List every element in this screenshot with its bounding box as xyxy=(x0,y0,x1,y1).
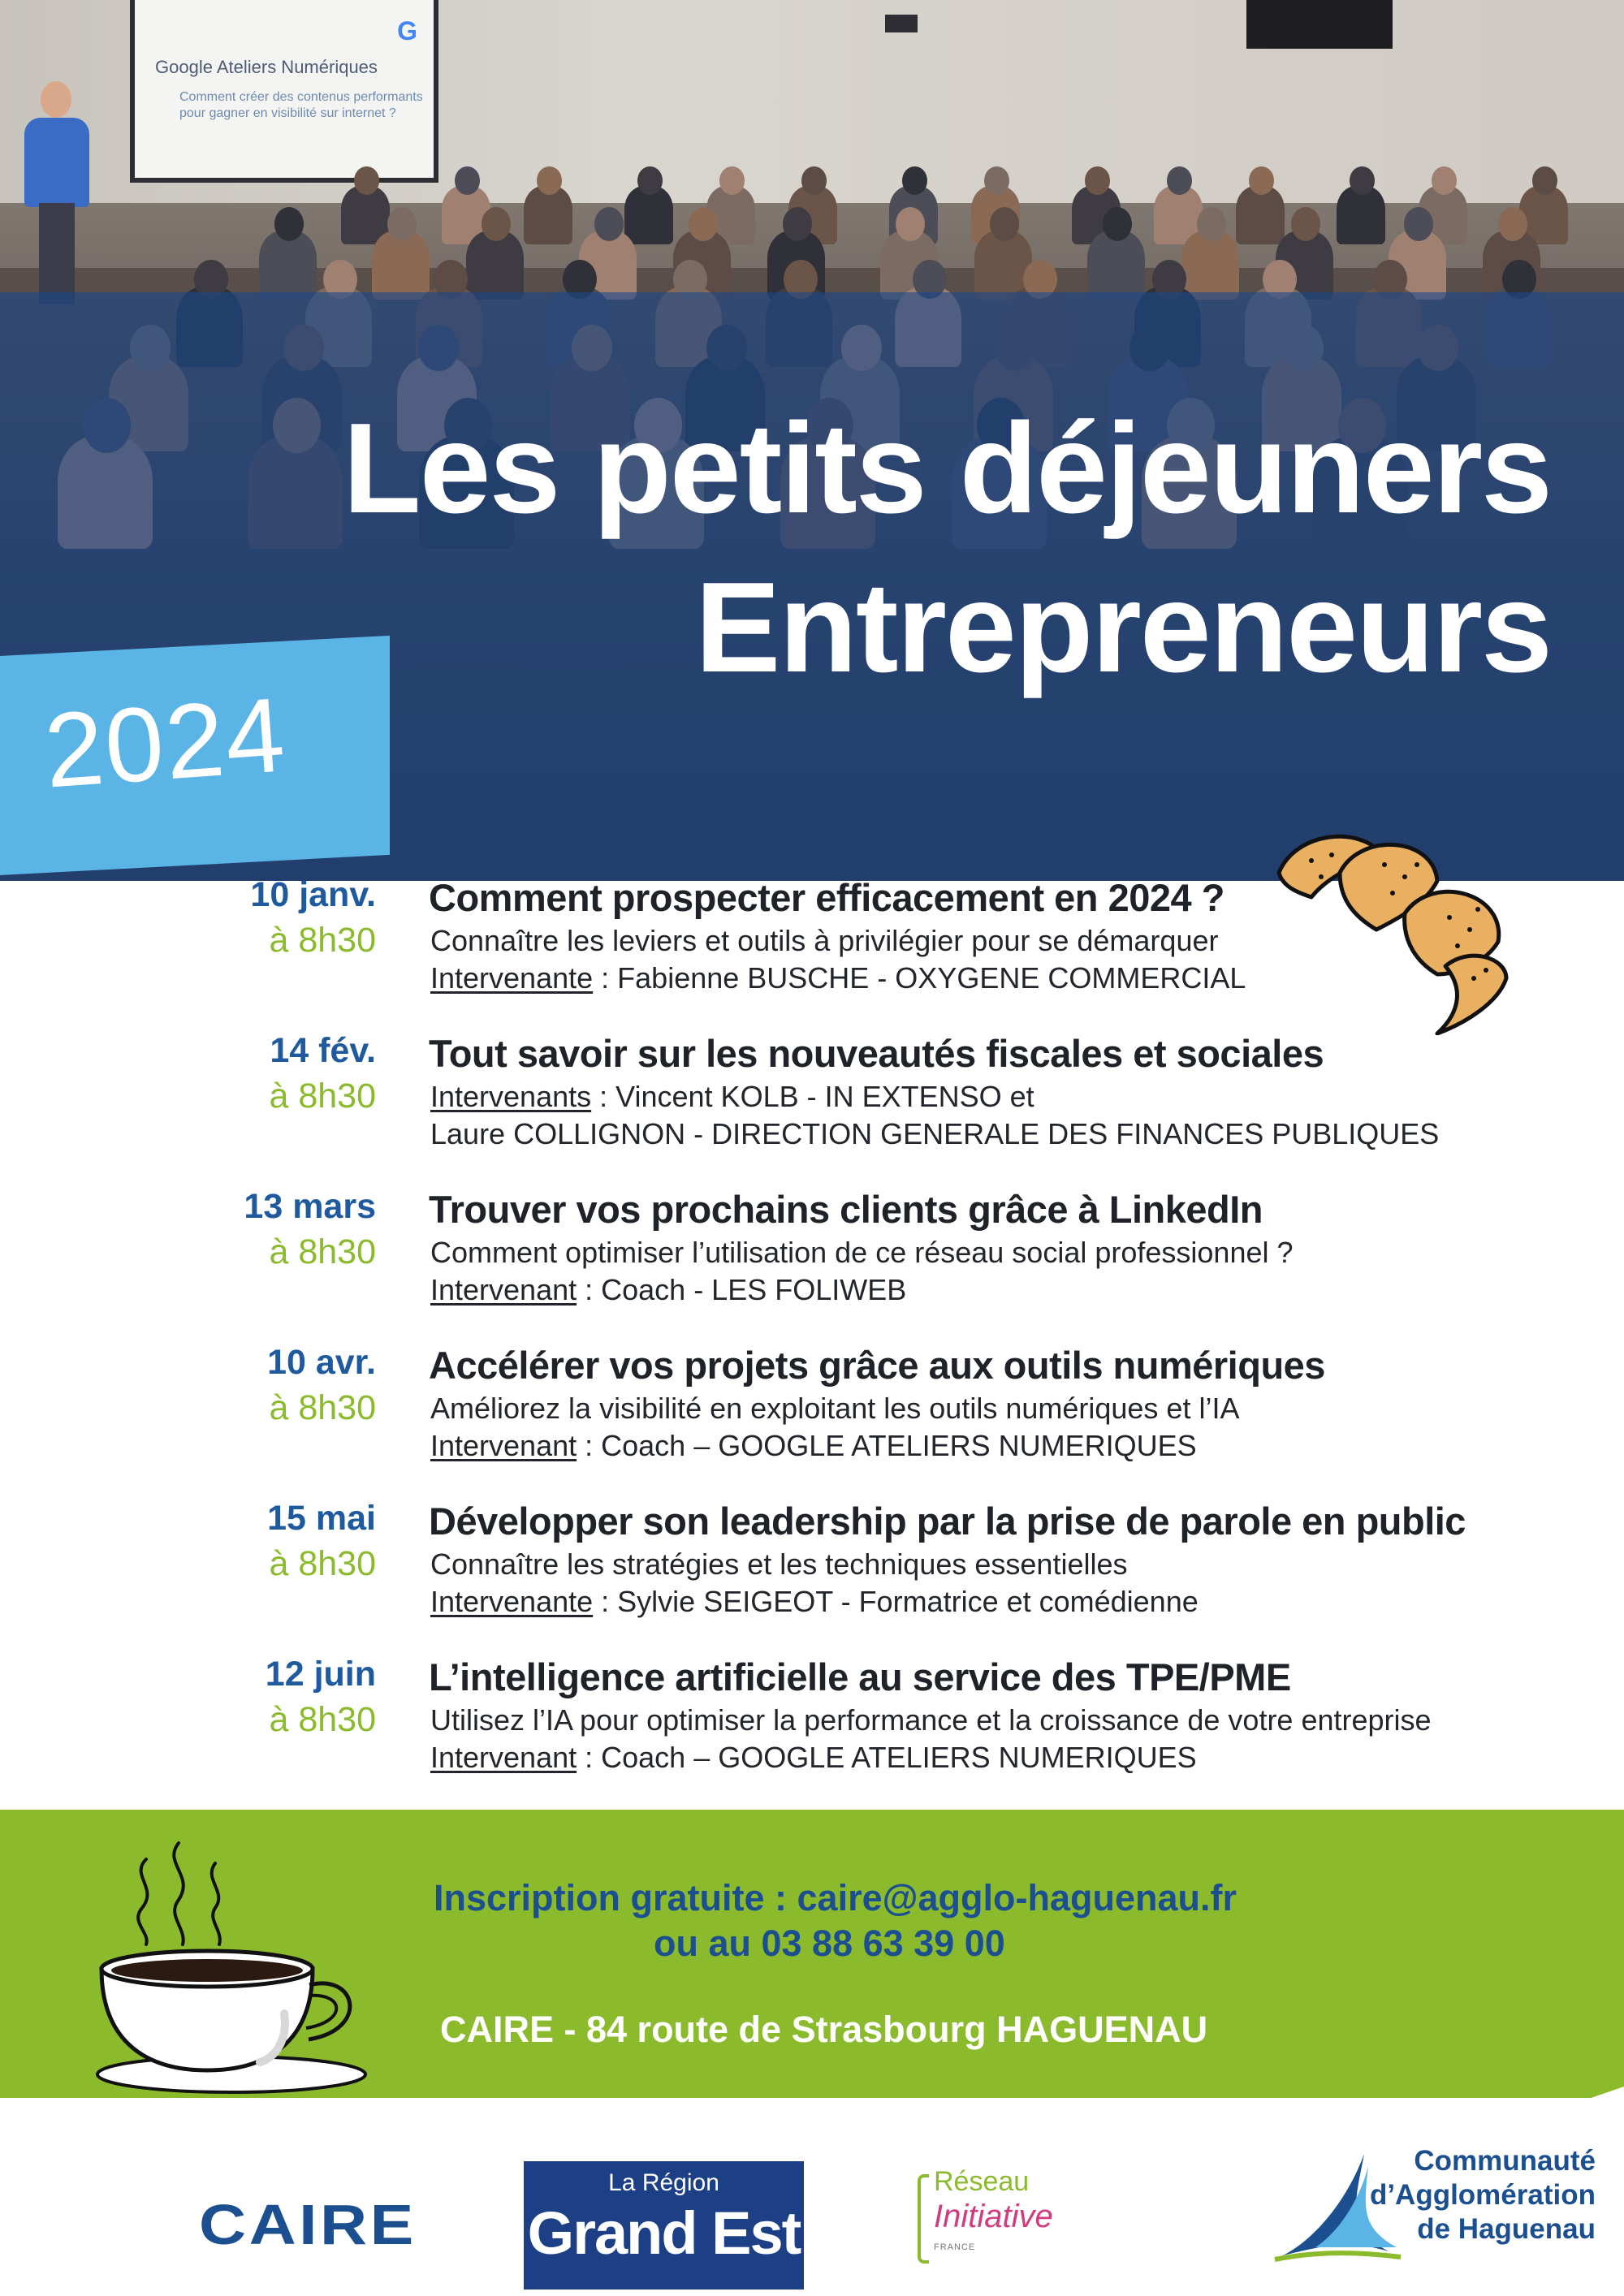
event-speaker xyxy=(430,961,1246,995)
initiative-label: Initiative xyxy=(934,2199,1053,2234)
coffee-cup-icon xyxy=(45,1827,386,2095)
region-big-label: Grand Est xyxy=(527,2199,801,2267)
event-date: 10 avr. xyxy=(267,1343,376,1382)
screen-subtitle: Comment créer des contenus performants pour gagner en visibilité sur internet ? xyxy=(179,90,423,120)
event-title: Comment prospecter efficacement en 2024 ? xyxy=(429,876,1224,919)
event-title: Tout savoir sur les nouveautés fiscales et sociales xyxy=(429,1032,1324,1075)
event-title: Développer son leadership par la prise de parole en public xyxy=(429,1500,1466,1543)
speaker-name: : Coach - LES FOLIWEB xyxy=(577,1273,907,1306)
event-item xyxy=(0,1499,1624,1645)
event-date: 12 juin xyxy=(265,1655,376,1694)
page-title-line2: Entrepreneurs xyxy=(694,556,1551,699)
speaker-name: : Coach – GOOGLE ATELIERS NUMERIQUES xyxy=(577,1741,1197,1774)
region-small-label: La Région xyxy=(608,2169,719,2196)
event-item xyxy=(0,1343,1624,1489)
audience-head xyxy=(902,166,926,195)
projection-screen xyxy=(130,0,438,183)
event-title: L’intelligence artificielle au service des TPE/PME xyxy=(429,1655,1291,1698)
event-time: à 8h30 xyxy=(269,1544,376,1583)
event-speaker xyxy=(430,1080,1034,1114)
event-date: 15 mai xyxy=(267,1499,376,1538)
event-item xyxy=(0,1187,1624,1333)
event-description: Connaître les stratégies et les techniques essentielles xyxy=(430,1547,1128,1581)
inscription-email[interactable]: Inscription gratuite : caire@agglo-haguenau.fr xyxy=(434,1877,1237,1918)
audience-head xyxy=(387,207,417,241)
agglo-line2: d’Agglomération xyxy=(1369,2179,1596,2211)
event-speaker xyxy=(430,1273,906,1307)
event-speaker-line2: Laure COLLIGNON - DIRECTION GENERALE DES FINANCES PUBLIQUES xyxy=(430,1117,1440,1150)
speaker-role: Intervenants xyxy=(430,1080,592,1113)
event-item xyxy=(0,1031,1624,1177)
audience-head xyxy=(354,166,378,195)
audience-head xyxy=(783,207,812,241)
event-address: CAIRE - 84 route de Strasbourg HAGUENAU xyxy=(440,2009,1208,2050)
audience-head xyxy=(637,166,662,195)
reseau-label: Réseau xyxy=(934,2166,1030,2197)
audience-head xyxy=(1498,207,1527,241)
speaker-role: Intervenant xyxy=(430,1429,577,1462)
audience-head xyxy=(719,166,744,195)
event-speaker xyxy=(430,1429,1197,1463)
speaker-role: Intervenante xyxy=(430,961,594,995)
audience-head xyxy=(455,166,479,195)
audience-head xyxy=(801,166,826,195)
audience-head xyxy=(1249,166,1273,195)
audience-head xyxy=(896,207,925,241)
audience-head xyxy=(274,207,304,241)
audience-head xyxy=(1197,207,1226,241)
event-time: à 8h30 xyxy=(269,921,376,960)
event-description: Comment optimiser l’utilisation de ce réseau social professionnel ? xyxy=(430,1236,1294,1269)
reseau-initiative-logo xyxy=(909,2166,1080,2280)
event-time: à 8h30 xyxy=(269,1388,376,1427)
event-speaker xyxy=(430,1585,1199,1619)
event-speaker xyxy=(430,1741,1197,1775)
agglo-line3: de Haguenau xyxy=(1417,2213,1596,2245)
audience-head xyxy=(1167,166,1191,195)
event-description: Utilisez l’IA pour optimiser la performance et la croissance de votre entreprise xyxy=(430,1703,1432,1737)
inscription-phone[interactable]: ou au 03 88 63 39 00 xyxy=(654,1923,1005,1964)
speaker-role: Intervenant xyxy=(430,1273,577,1306)
caire-logo: CAIRE xyxy=(199,2193,417,2256)
audience-head xyxy=(1532,166,1557,195)
audience-head xyxy=(1432,166,1456,195)
agglo-haguenau-logo xyxy=(1267,2078,1624,2296)
reseau-bracket-icon xyxy=(918,2174,929,2264)
audience-head xyxy=(984,166,1009,195)
audience-head xyxy=(1350,166,1374,195)
audience-head xyxy=(990,207,1019,241)
audience-head xyxy=(1103,207,1132,241)
speaker-role: Intervenante xyxy=(430,1585,594,1618)
audience-head xyxy=(1291,207,1320,241)
speaker-role: Intervenant xyxy=(430,1741,577,1774)
exit-sign xyxy=(885,15,918,32)
event-title: Accélérer vos projets grâce aux outils numériques xyxy=(429,1344,1325,1387)
audience-head xyxy=(1085,166,1109,195)
wall-tv xyxy=(1246,0,1393,49)
audience-head xyxy=(537,166,561,195)
event-item xyxy=(0,1655,1624,1801)
screen-title: Google Ateliers Numériques xyxy=(155,57,378,77)
event-time: à 8h30 xyxy=(269,1700,376,1739)
event-time: à 8h30 xyxy=(269,1077,376,1116)
audience-head xyxy=(1404,207,1433,241)
agglo-line1: Communauté xyxy=(1414,2145,1596,2177)
event-description: Connaître les leviers et outils à privilégier pour se démarquer xyxy=(430,924,1219,957)
event-date: 14 fév. xyxy=(270,1031,376,1070)
google-logo-icon: G xyxy=(397,16,417,45)
speaker-name: : Coach – GOOGLE ATELIERS NUMERIQUES xyxy=(577,1429,1197,1462)
event-date: 10 janv. xyxy=(250,875,376,914)
audience-head xyxy=(482,207,511,241)
year-label: 2024 xyxy=(41,675,290,810)
audience-head xyxy=(689,207,718,241)
france-label: FRANCE xyxy=(934,2242,976,2252)
page-title-line1: Les petits déjeuners xyxy=(343,397,1551,540)
speaker-name: : Sylvie SEIGEOT - Formatrice et comédienne xyxy=(593,1585,1199,1618)
event-time: à 8h30 xyxy=(269,1232,376,1271)
event-date: 13 mars xyxy=(244,1187,376,1226)
event-description: Améliorez la visibilité en exploitant les outils numériques et l’IA xyxy=(430,1392,1240,1425)
speaker-name: : Vincent KOLB - IN EXTENSO et xyxy=(591,1080,1034,1113)
speaker-name: : Fabienne BUSCHE - OXYGENE COMMERCIAL xyxy=(593,961,1246,995)
event-item xyxy=(0,875,1624,1021)
region-grand-est-logo xyxy=(524,2161,804,2290)
audience-head xyxy=(594,207,624,241)
event-title: Trouver vos prochains clients grâce à LinkedIn xyxy=(429,1188,1263,1231)
speaker-figure xyxy=(16,81,93,309)
